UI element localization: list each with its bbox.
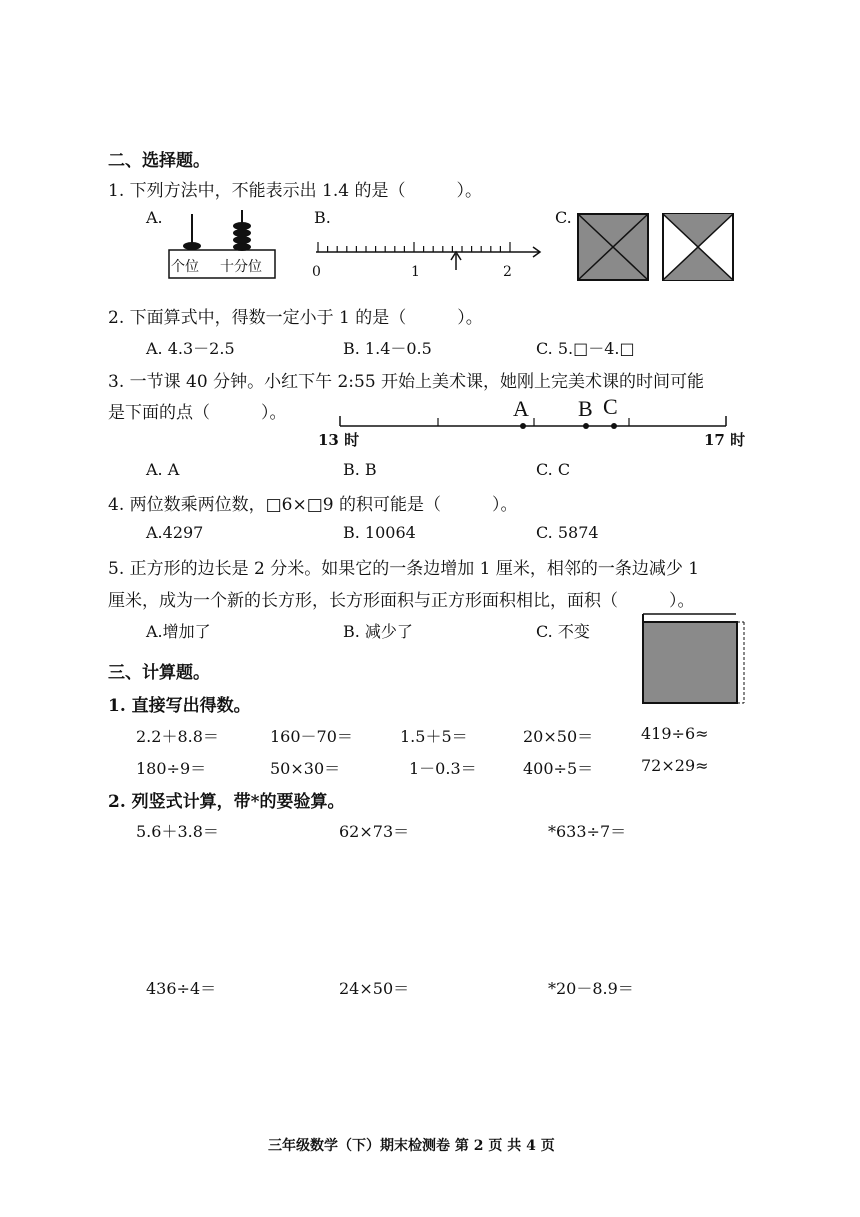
timeline-point-a: A [513,396,529,421]
calc-r2-c2: 50×30＝ [270,759,341,778]
q2-option-a: A. 4.3－2.5 [146,339,235,358]
ruler-label-1: 1 [411,264,420,280]
ruler-figure [310,236,550,266]
ruler-label-2: 2 [503,264,512,280]
calc-r1-c4: 20×50＝ [523,727,594,746]
vertical-calc-r1-c3: *633÷7＝ [548,822,627,841]
timeline-point-b: B [578,396,593,421]
squares-figure [577,213,737,281]
calc-q1-text: 1. 直接写出得数。 [108,696,251,716]
section-title-calc: 三、计算题。 [108,663,210,683]
section-title-choice: 二、选择题。 [108,151,210,171]
q2-option-c: C. 5.□－4.□ [536,339,635,358]
question-3-text-line2: 是下面的点（ ）。 [108,403,287,423]
timeline-start-label: 13 时 [318,431,360,449]
calc-r2-c1: 180÷9＝ [136,759,207,778]
calc-r1-c3: 1.5＋5＝ [400,727,468,746]
q4-option-c: C. 5874 [536,523,599,542]
q5-option-a: A.增加了 [146,622,211,641]
calc-r1-c1: 2.2＋8.8＝ [136,727,219,746]
page-footer: 三年级数学（下）期末检测卷 第 2 页 共 4 页 [268,1138,555,1154]
vertical-calc-r2-c3: *20－8.9＝ [548,979,634,998]
calc-q2-text: 2. 列竖式计算，带*的要验算。 [108,792,345,812]
abacus-label-tenths: 十分位 [220,259,262,275]
question-5-text-line1: 5. 正方形的边长是 2 分米。如果它的一条边增加 1 厘米，相邻的一条边减少 1 [108,559,700,579]
calc-r1-c2: 160－70＝ [270,727,353,746]
q3-option-b: B. B [343,460,377,479]
timeline-point-c: C [603,394,618,419]
vertical-calc-r2-c2: 24×50＝ [339,979,410,998]
vertical-calc-r1-c1: 5.6＋3.8＝ [136,822,219,841]
calc-r2-c4: 400÷5＝ [523,759,594,778]
q5-option-c: C. 不变 [536,622,590,641]
q3-option-c: C. C [536,460,571,479]
q3-option-a: A. A [146,460,180,479]
rectangle-figure [642,613,748,705]
calc-r2-c5: 72×29≈ [641,756,709,775]
question-2-text: 2. 下面算式中，得数一定小于 1 的是（ ）。 [108,308,483,328]
q2-option-b: B. 1.4－0.5 [343,339,432,358]
vertical-calc-r1-c2: 62×73＝ [339,822,410,841]
q5-option-b: B. 减少了 [343,622,413,641]
q1-option-b-label: B. [314,208,331,227]
q4-option-a: A.4297 [146,523,204,542]
q1-option-a-label: A. [146,208,163,227]
timeline-figure [338,396,730,432]
question-3-text-line1: 3. 一节课 40 分钟。小红下午 2:55 开始上美术课，她刚上完美术课的时间可能 [108,372,705,392]
timeline-end-label: 17 时 [704,431,746,449]
ruler-label-0: 0 [312,264,321,280]
abacus-label-ones: 个位 [171,259,199,275]
question-4-text: 4. 两位数乘两位数，□6×□9 的积可能是（ ）。 [108,495,518,515]
vertical-calc-r2-c1: 436÷4＝ [146,979,217,998]
calc-r1-c5: 419÷6≈ [641,724,709,743]
q1-option-c-label: C. [555,208,572,227]
calc-r2-c3: 1－0.3＝ [409,759,477,778]
question-5-text-line2: 厘米，成为一个新的长方形，长方形面积与正方形面积相比，面积（ ）。 [108,591,695,611]
question-1-text: 1. 下列方法中，不能表示出 1.4 的是（ ）。 [108,181,482,201]
q4-option-b: B. 10064 [343,523,416,542]
